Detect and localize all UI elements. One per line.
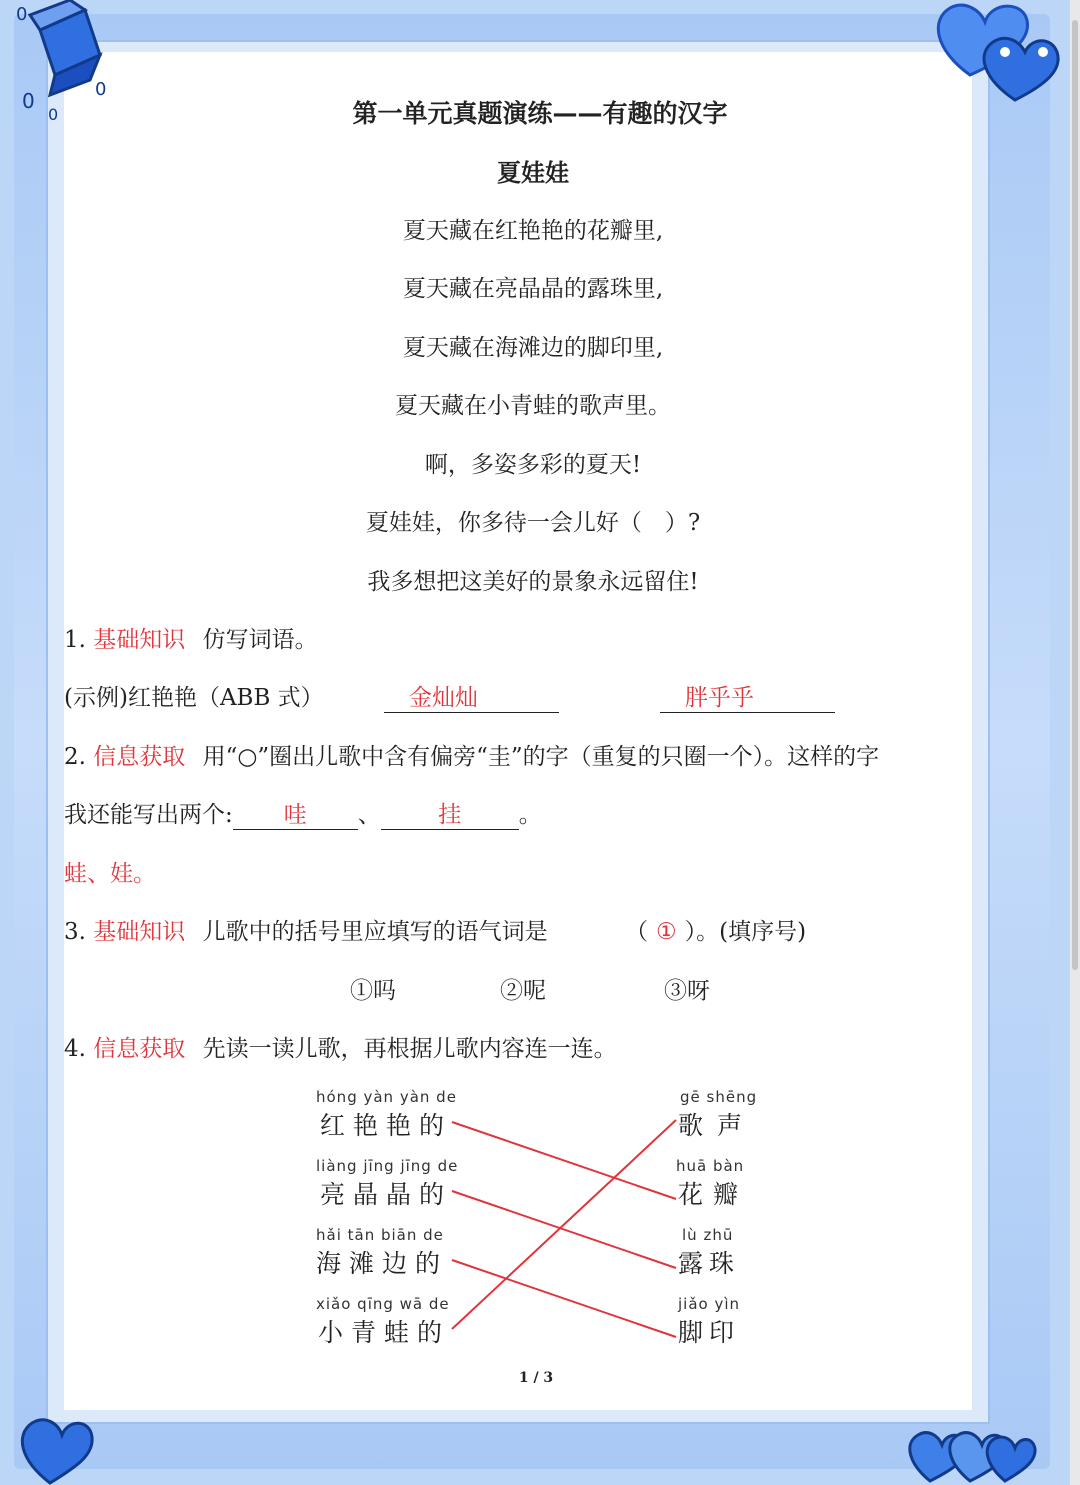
poem-line: 我多想把这美好的景象永远留住! [367,569,699,595]
answer-text: 金灿灿 [384,679,559,713]
answer-text: ① [656,919,677,945]
left-pinyin: hǎi tān biān de [316,1226,444,1244]
poem-line: 夏天藏在海滩边的脚印里, [402,335,664,361]
svg-text:0: 0 [22,89,35,113]
question-number: 4. [64,1036,86,1062]
question-text: 仿写词语。 [202,627,318,653]
right-word[interactable]: 露珠 [678,1249,741,1278]
question-2-answer: 蛙、娃。 [64,861,156,887]
option-3: ③呀 [664,978,710,1004]
right-pinyin: huā bàn [676,1157,745,1175]
left-word[interactable]: 红艳艳的 [320,1111,453,1140]
question-text: 先读一读儿歌，再根据儿歌内容连一连。 [202,1036,617,1062]
svg-text:0: 0 [16,4,28,25]
right-word[interactable]: 歌声 [678,1111,757,1140]
svg-text:0: 0 [48,105,59,124]
right-word[interactable]: 脚印 [678,1318,741,1347]
poem-line: 啊，多姿多彩的夏天! [424,452,642,478]
question-text: 用“○”圈出儿歌中含有偏旁“圭”的字（重复的只圈一个）。这样的字 [202,744,880,770]
option-2: ②呢 [500,978,546,1004]
left-pinyin: liàng jīng jīng de [316,1157,459,1175]
match-line [452,1122,676,1199]
poem-line: 夏娃娃，你多待一会儿好（ ）? [365,510,701,536]
right-pinyin: gē shēng [680,1088,758,1106]
match-line [452,1191,676,1268]
svg-text:0: 0 [95,79,107,100]
question-tag: 基础知识 [93,919,186,945]
question-number: 2. [64,744,86,770]
left-pinyin: hóng yàn yàn de [316,1088,457,1106]
left-word[interactable]: 小青蛙的 [318,1318,451,1347]
left-pinyin: xiǎo qīng wā de [316,1295,450,1313]
right-pinyin: lù zhū [682,1226,734,1244]
question-tag: 信息获取 [93,744,186,770]
question-number: 3. [64,919,86,945]
answer-text: 胖乎乎 [660,679,835,713]
right-pinyin: jiǎo yìn [678,1295,741,1313]
answer-blank[interactable]: 哇 [233,796,358,830]
left-word[interactable]: 亮晶晶的 [320,1180,453,1209]
question-tag: 基础知识 [93,627,186,653]
answer-blank[interactable]: 挂 [381,796,519,830]
question-text: 我还能写出两个: [64,802,233,828]
period: 。 [518,802,542,828]
example-text: (示例)红艳艳（ABB 式） [64,685,324,711]
question-tag: 信息获取 [93,1036,186,1062]
question-number: 1. [64,627,86,653]
poem-line: 夏天藏在亮晶晶的露珠里, [402,276,664,302]
separator: 、 [357,802,381,828]
poem-line: 夏天藏在红艳艳的花瓣里, [402,218,664,244]
question-text: 儿歌中的括号里应填写的语气词是 [202,919,548,945]
paren-open: （ [625,919,648,945]
poem-line: 夏天藏在小青蛙的歌声里。 [395,393,671,419]
worksheet-title: 第一单元真题演练——有趣的汉字 [352,99,728,128]
poem-title: 夏娃娃 [497,159,569,187]
option-1: ①吗 [350,978,396,1004]
right-word[interactable]: 花瓣 [678,1180,749,1209]
left-word[interactable]: 海滩边的 [316,1249,449,1278]
page-number: 1 / 3 [518,1370,554,1386]
paren-close: ）。(填序号) [684,919,807,945]
